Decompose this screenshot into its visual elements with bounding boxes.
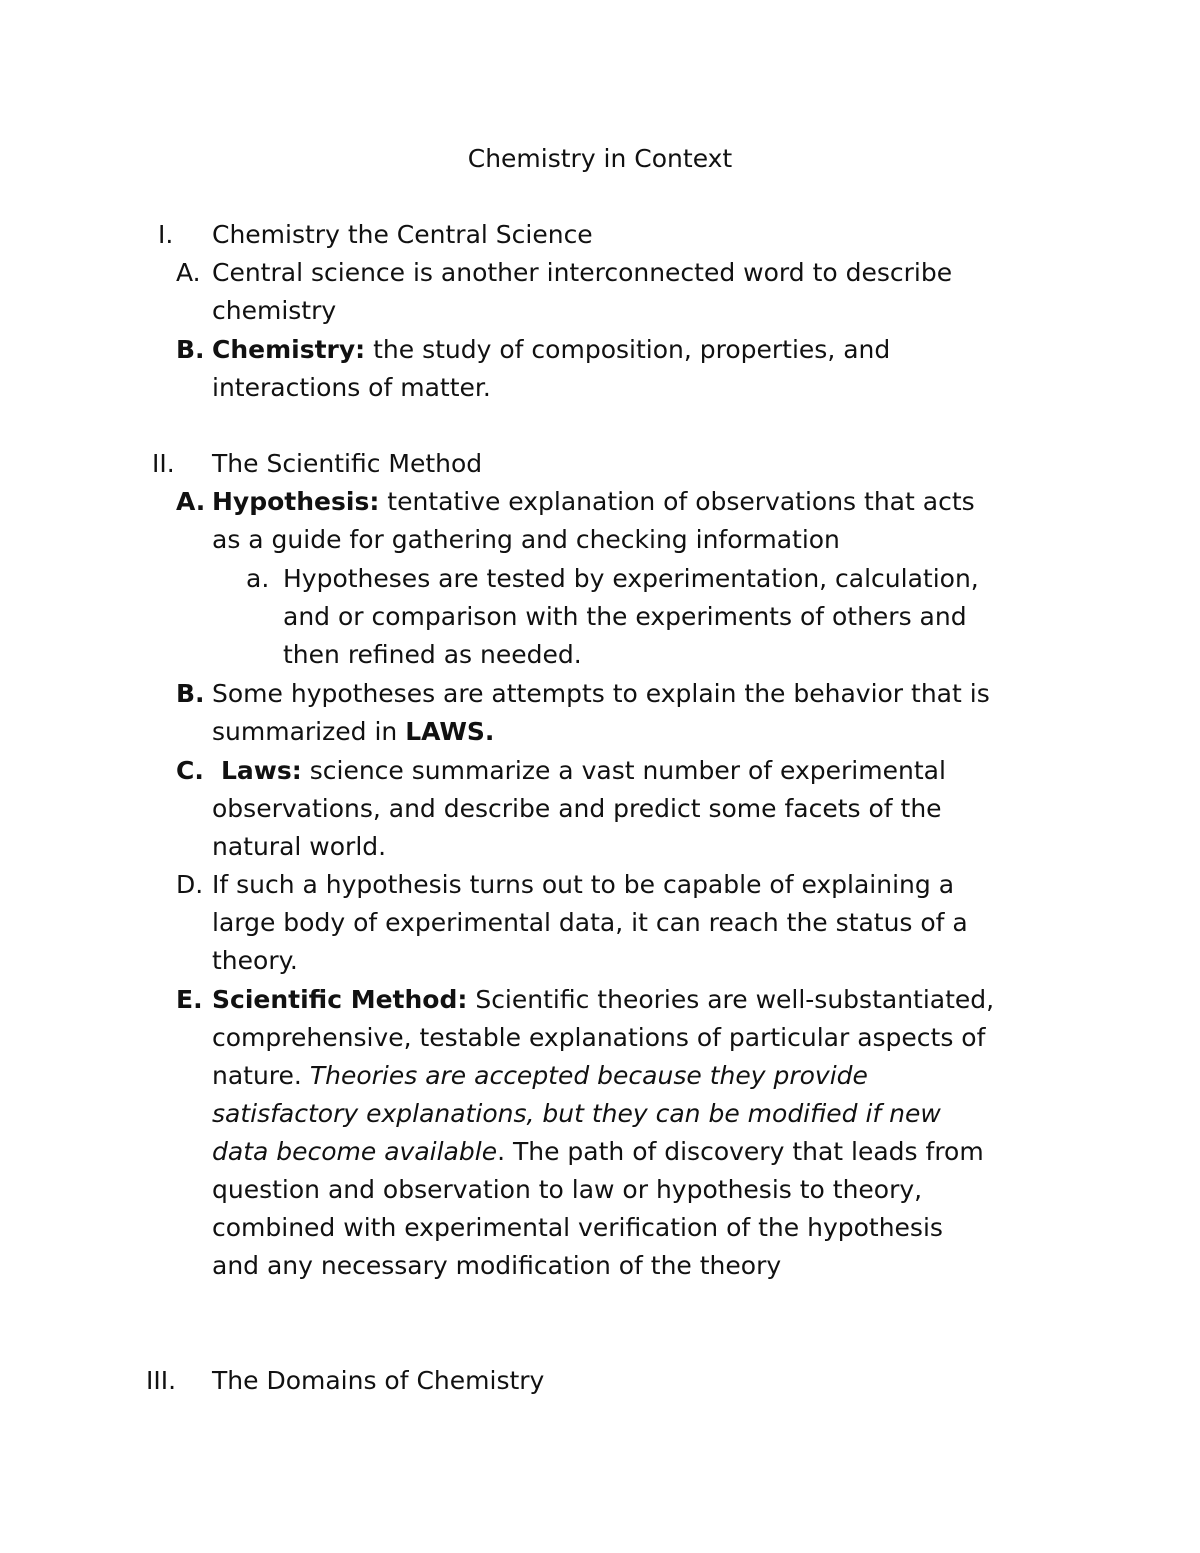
text-line: . The path of discovery that leads from bbox=[497, 1137, 984, 1166]
page-title: Chemistry in Context bbox=[467, 144, 733, 173]
item-marker: A. bbox=[176, 487, 206, 516]
text-line: Some hypotheses are attempts to explain the behavior that is bbox=[212, 679, 990, 708]
term: Chemistry: bbox=[212, 335, 366, 364]
item-marker: B. bbox=[176, 335, 205, 364]
italic-text: data become available bbox=[212, 1137, 498, 1166]
text-line: Central science is another interconnected word to describe bbox=[212, 258, 953, 287]
section-numeral: II. bbox=[152, 449, 175, 478]
text-line: comprehensive, testable explanations of particular aspects of bbox=[212, 1023, 986, 1052]
item-text bbox=[212, 866, 968, 980]
text-line: and any necessary modification of the theory bbox=[212, 1251, 782, 1280]
text-line: interactions of matter. bbox=[212, 373, 491, 402]
item-marker: A. bbox=[176, 258, 201, 287]
text-line: natural world. bbox=[212, 832, 387, 861]
text-line: Scientific theories are well-substantiated, bbox=[467, 985, 995, 1014]
text-line: Hypotheses are tested by experimentation, calculation, bbox=[283, 564, 979, 593]
term: Laws: bbox=[221, 756, 302, 785]
item-marker: a. bbox=[246, 564, 270, 593]
term: Scientific Method: bbox=[212, 985, 468, 1014]
text-line: tentative explanation of observations that acts bbox=[379, 487, 975, 516]
text-line: and or comparison with the experiments of others and bbox=[283, 602, 967, 631]
text-line: science summarize a vast number of experimental bbox=[301, 756, 946, 785]
term: Hypothesis: bbox=[212, 487, 380, 516]
text-line: chemistry bbox=[212, 296, 337, 325]
item-text bbox=[212, 981, 994, 1285]
emphasis: LAWS. bbox=[405, 717, 495, 746]
item-marker: D. bbox=[176, 870, 204, 899]
item-text bbox=[212, 752, 946, 866]
italic-text: Theories are accepted because they provide bbox=[309, 1061, 868, 1090]
text-line: observations, and describe and predict some facets of the bbox=[212, 794, 942, 823]
item-marker: B. bbox=[176, 679, 205, 708]
text-line: as a guide for gathering and checking information bbox=[212, 525, 840, 554]
section-numeral: I. bbox=[158, 220, 174, 249]
item-text bbox=[283, 560, 979, 674]
section-numeral: III. bbox=[146, 1366, 177, 1395]
text-line: combined with experimental verification of the hypothesis bbox=[212, 1213, 943, 1242]
text-line: If such a hypothesis turns out to be capable of explaining a bbox=[212, 870, 955, 899]
item-text bbox=[212, 675, 990, 751]
text-line: then refined as needed. bbox=[283, 640, 582, 669]
item-marker: E. bbox=[176, 985, 203, 1014]
section-title: Chemistry the Central Science bbox=[212, 220, 593, 249]
text-line: question and observation to law or hypothesis to theory, bbox=[212, 1175, 923, 1204]
text-line: theory. bbox=[212, 946, 298, 975]
item-text bbox=[212, 483, 975, 559]
text-line: summarized in bbox=[212, 717, 406, 746]
item-text bbox=[212, 254, 952, 330]
item-text bbox=[212, 331, 890, 407]
italic-text: satisfactory explanations, but they can be modified if new bbox=[212, 1099, 941, 1128]
item-marker: C. bbox=[176, 756, 204, 785]
section-title: The Scientific Method bbox=[212, 449, 483, 478]
text-line: the study of composition, properties, and bbox=[365, 335, 891, 364]
text-line: nature. bbox=[212, 1061, 310, 1090]
text-line: large body of experimental data, it can reach the status of a bbox=[212, 908, 968, 937]
section-title: The Domains of Chemistry bbox=[212, 1366, 545, 1395]
